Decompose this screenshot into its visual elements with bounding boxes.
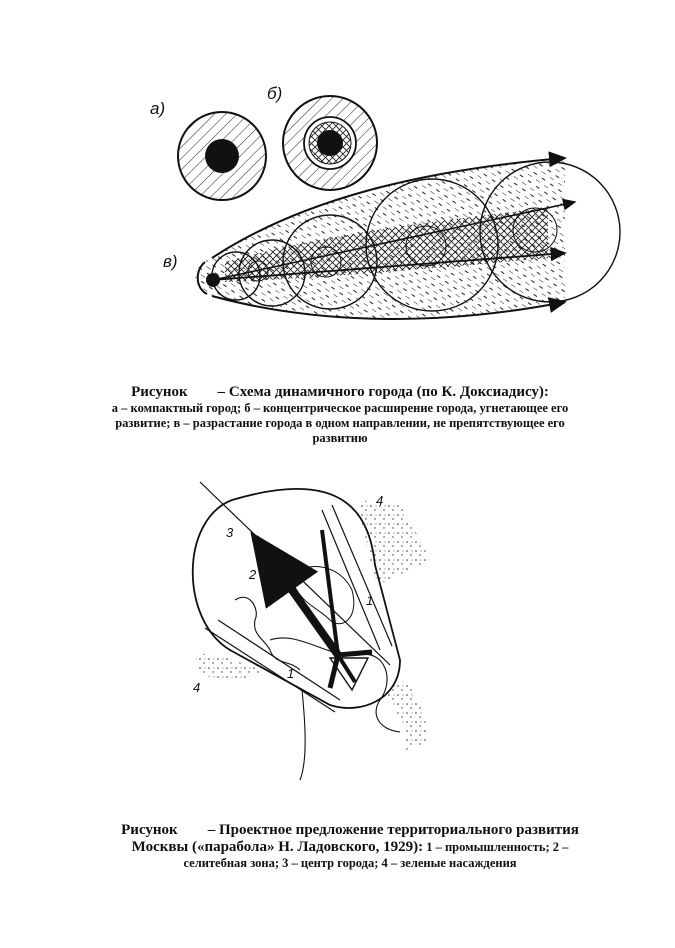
figure1-caption [70,384,610,446]
figure2-caption-line-2-rest: 1 – промышленность; 2 – [423,840,569,854]
figure2-caption-line-2 [60,839,640,856]
compact-city-diagram [178,112,266,200]
marker-city-center: 3 [226,525,234,540]
marker-industry-bottom: 1 [287,666,295,681]
figure2-caption-prefix: Рисунок [121,822,178,838]
figure1-caption-line-2: развитие; в – разрастание города в одном направлении, не препятствующее его [115,416,565,430]
figure1-caption-line-3: развитию [312,431,368,445]
figure2-caption [60,822,640,871]
figure1-caption-prefix: Рисунок [131,384,188,400]
concentric-city-diagram [283,96,377,190]
marker-industry-right: 1 [366,593,374,608]
marker-green-top: 4 [376,493,384,508]
label-compact-city: а) [150,99,166,118]
figure1-caption-title [70,384,610,401]
figure1-caption-line-1: а – компактный город; б – концентрическое расширение города, угнетающее его [111,401,569,415]
figure2-caption-line-3: селитебная зона; 3 – центр города; 4 – зеленые насаждения [183,856,517,870]
marker-residential-zone: 2 [249,567,257,582]
marker-green-left: 4 [193,680,201,695]
figure2-caption-text: – Проектное предложение территориального развития [207,822,579,838]
label-concentric-city: б) [267,84,283,103]
figure1-caption-text: – Схема динамичного города (по К. Доксиадису): [217,384,549,400]
figure2-caption-title [60,822,640,839]
dynamic-city-diagram [196,158,621,319]
figure2-caption-line-2-bold: Москвы («парабола» Н. Ладовского, 1929): [131,839,424,855]
label-linear-city: в) [163,252,178,271]
